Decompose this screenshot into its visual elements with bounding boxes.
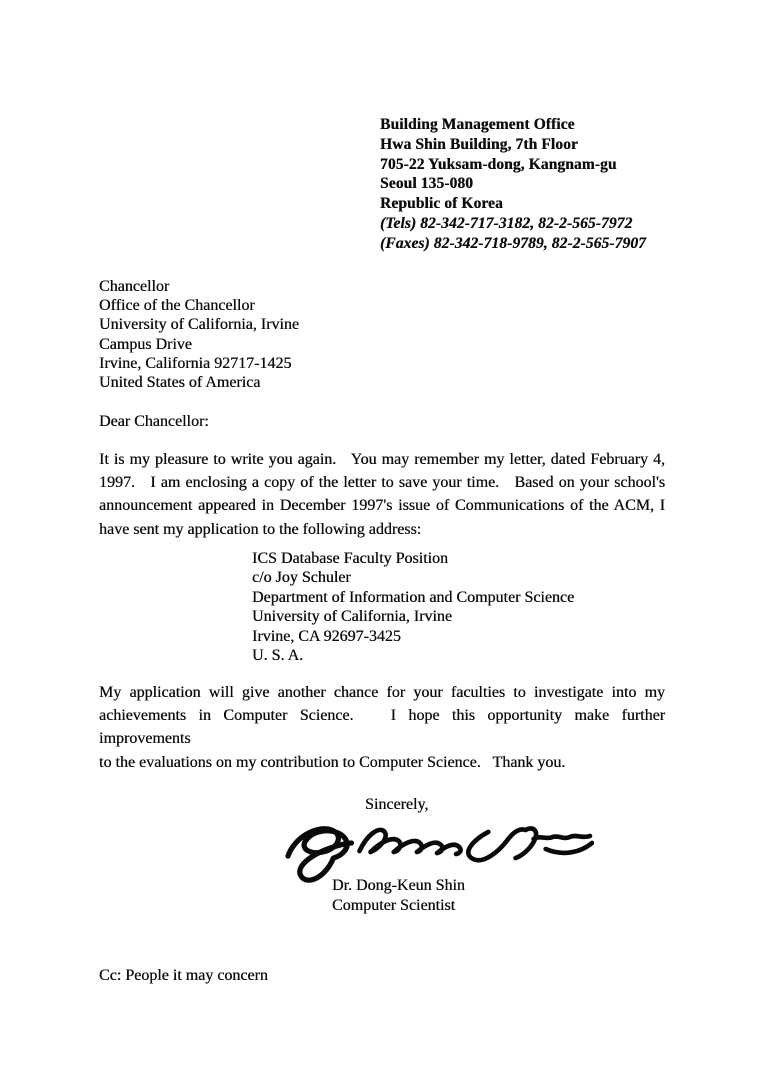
signer-name: Dr. Dong-Keun Shin	[332, 877, 465, 894]
paragraph-line: to the evaluations on my contribution to Computer Science. Thank you.	[99, 753, 566, 771]
cc-line: Cc: People it may concern	[99, 967, 268, 984]
recipient-line: Chancellor	[99, 278, 170, 295]
sender-line: Seoul 135-080	[380, 175, 474, 193]
sender-tels-line: (Tels) 82-342-717-3182, 82-2-565-7972	[380, 214, 633, 232]
paragraph-line: It is my pleasure to write you again. You may remember my letter, dated February 4,	[99, 451, 665, 468]
application-address-line: U. S. A.	[252, 647, 304, 665]
recipient-line: Campus Drive	[99, 335, 192, 353]
signature-ink-icon	[282, 809, 594, 883]
closing-salutation: Sincerely,	[365, 796, 429, 813]
recipient-line: United States of America	[99, 374, 261, 392]
salutation: Dear Chancellor:	[99, 413, 209, 430]
sender-line: Hwa Shin Building, 7th Floor	[380, 135, 578, 153]
sender-line: 705-22 Yuksam-dong, Kangnam-gu	[380, 155, 617, 173]
sender-faxes-line: (Faxes) 82-342-718-9789, 82-2-565-7907	[380, 234, 646, 252]
recipient-line: Office of the Chancellor	[99, 297, 255, 315]
body-paragraph-2	[99, 681, 669, 774]
paragraph-line: announcement appeared in December 1997's issue of Communications of the ACM, I	[99, 497, 665, 515]
signer-block	[332, 876, 465, 916]
application-address-line: ICS Database Faculty Position	[252, 550, 448, 567]
recipient-line: Irvine, California 92717-1425	[99, 354, 292, 372]
paragraph-line: 1997. I am enclosing a copy of the letter to save your time. Based on your school's	[99, 474, 665, 492]
signer-title: Computer Scientist	[332, 897, 456, 914]
sender-line: Republic of Korea	[380, 195, 503, 213]
recipient-line: University of California, Irvine	[99, 316, 299, 334]
application-address-line: University of California, Irvine	[252, 608, 452, 626]
paragraph-line: achievements in Computer Science. I hope this opportunity make further improvements	[99, 707, 669, 748]
handwritten-signature	[282, 809, 594, 883]
paragraph-line: have sent my application to the following address:	[99, 520, 422, 538]
sender-line: Building Management Office	[380, 116, 575, 133]
application-address-line: Irvine, CA 92697-3425	[252, 627, 401, 645]
recipient-address-block	[99, 277, 299, 392]
application-address-line: Department of Information and Computer Science	[252, 588, 575, 606]
application-address-block	[252, 549, 574, 665]
body-paragraph-1	[99, 448, 665, 541]
application-address-line: c/o Joy Schuler	[252, 569, 351, 587]
sender-address-block	[380, 115, 646, 254]
paragraph-line: My application will give another chance for your faculties to investigate into my	[99, 684, 665, 701]
